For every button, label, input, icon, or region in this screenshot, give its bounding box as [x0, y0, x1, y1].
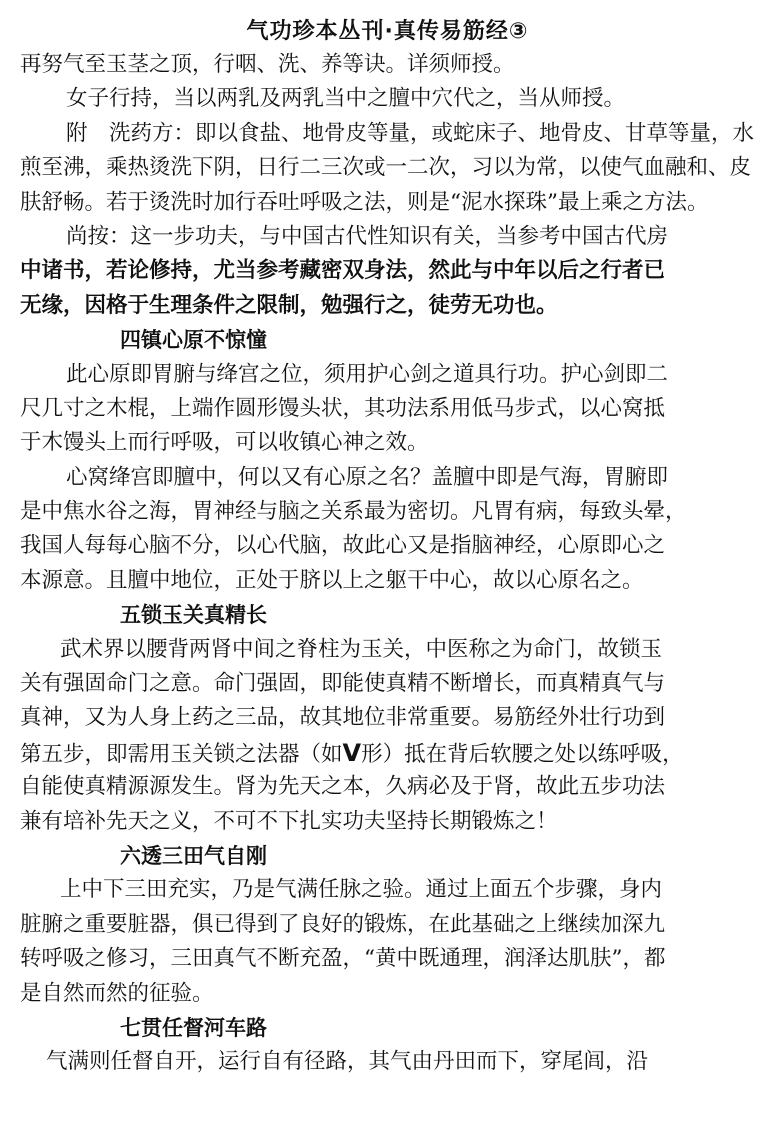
text-line: 关有强固命门之意。命门强固，即能使真精不断增长，而真精真气与: [20, 671, 666, 697]
text-line: 无缘，因格于生理条件之限制，勉强行之，徒劳无功也。: [20, 292, 558, 318]
text-line: 上中下三田充实，乃是气满任脉之验。通过上面五个步骤，身内: [60, 877, 663, 903]
text-line: 尺几寸之木棍，上端作圆形馒头状，其功法系用低马步式，以心窝抵: [20, 395, 666, 421]
text-line: 气满则任督自开，运行自有径路，其气由丹田而下，穿尾闾，沿: [46, 1049, 649, 1075]
text-line: 武术界以腰背两肾中间之脊柱为玉关，中医称之为命门，故锁玉: [60, 636, 663, 662]
page-title: 气功珍本丛刊·真传易筋经③: [246, 19, 529, 44]
text-line: 兼有培补先天之义，不可不下扎实功夫坚持长期锻炼之！: [20, 808, 558, 834]
text-line: 自能使真精源源发生。肾为先天之本，久病必及于肾，故此五步功法: [20, 774, 666, 800]
page-body: [20, 48, 757, 1080]
text-line: 是中焦水谷之海，胃神经与脑之关系最为密切。凡胃有病，每致头晕，: [20, 499, 687, 525]
text-line: 脏腑之重要脏器，俱已得到了良好的锻炼，在此基础之上继续加深九: [20, 911, 666, 937]
text-line: 本源意。且膻中地位，正处于脐以上之躯干中心，故以心原名之。: [20, 567, 644, 593]
text-line: 心窝绛宫即膻中，何以又有心原之名？盖膻中即是气海，胃腑即: [66, 464, 669, 490]
text-line: 尚按：这一步功夫，与中国古代性知识有关，当参考中国古代房: [66, 223, 669, 249]
text-line: 是自然而然的征验。: [20, 980, 214, 1006]
text-line: 女子行持，当以两乳及两乳当中之膻中穴代之，当从师授。: [66, 86, 626, 112]
text-line: 此心原即胃腑与绛宫之位，须用护心剑之道具行功。护心剑即二: [66, 361, 669, 387]
text-segment: 形）抵在背后软腰之处以练呼吸，: [361, 741, 684, 767]
text-line: 再努气至玉茎之顶，行咽、洗、养等诀。详须师授。: [20, 52, 515, 77]
text-line: 中诸书，若论修持，尤当参考藏密双身法，然此与中年以后之行者已: [20, 258, 666, 284]
text-line: 煎至沸，乘热烫洗下阴，日行二三次或一二次，习以为常，以使气血融和、皮: [20, 155, 752, 181]
section-heading: 七贯任督河车路: [120, 1015, 267, 1040]
section-heading: 四镇心原不惊憧: [120, 328, 267, 353]
section-heading: 六透三田气自刚: [120, 843, 267, 868]
section-heading: 五锁玉关真精长: [120, 603, 267, 628]
text-segment: 第五步，即需用玉关锁之法器（如: [20, 741, 343, 767]
text-line: 附 洗药方：即以食盐、地骨皮等量，或蛇床子、地骨皮、甘草等量，水: [66, 120, 755, 146]
text-line: 我国人每每心脑不分，以心代脑，故此心又是指脑神经，心原即心之: [20, 533, 666, 559]
text-line: 肤舒畅。若于烫洗时加行吞吐呼吸之法，则是“泥水探珠”最上乘之方法。: [20, 189, 709, 215]
v-shape-icon: V: [342, 738, 362, 767]
text-line: [20, 736, 757, 770]
text-line: 于木馒头上而行呼吸，可以收镇心神之效。: [20, 430, 429, 456]
text-line: 真神，又为人身上药之三品，故其地位非常重要。易筋经外壮行功到: [20, 705, 666, 731]
text-line: 转呼吸之修习，三田真气不断充盈，“黄中既通理，润泽达肌肤”，都: [20, 946, 666, 972]
